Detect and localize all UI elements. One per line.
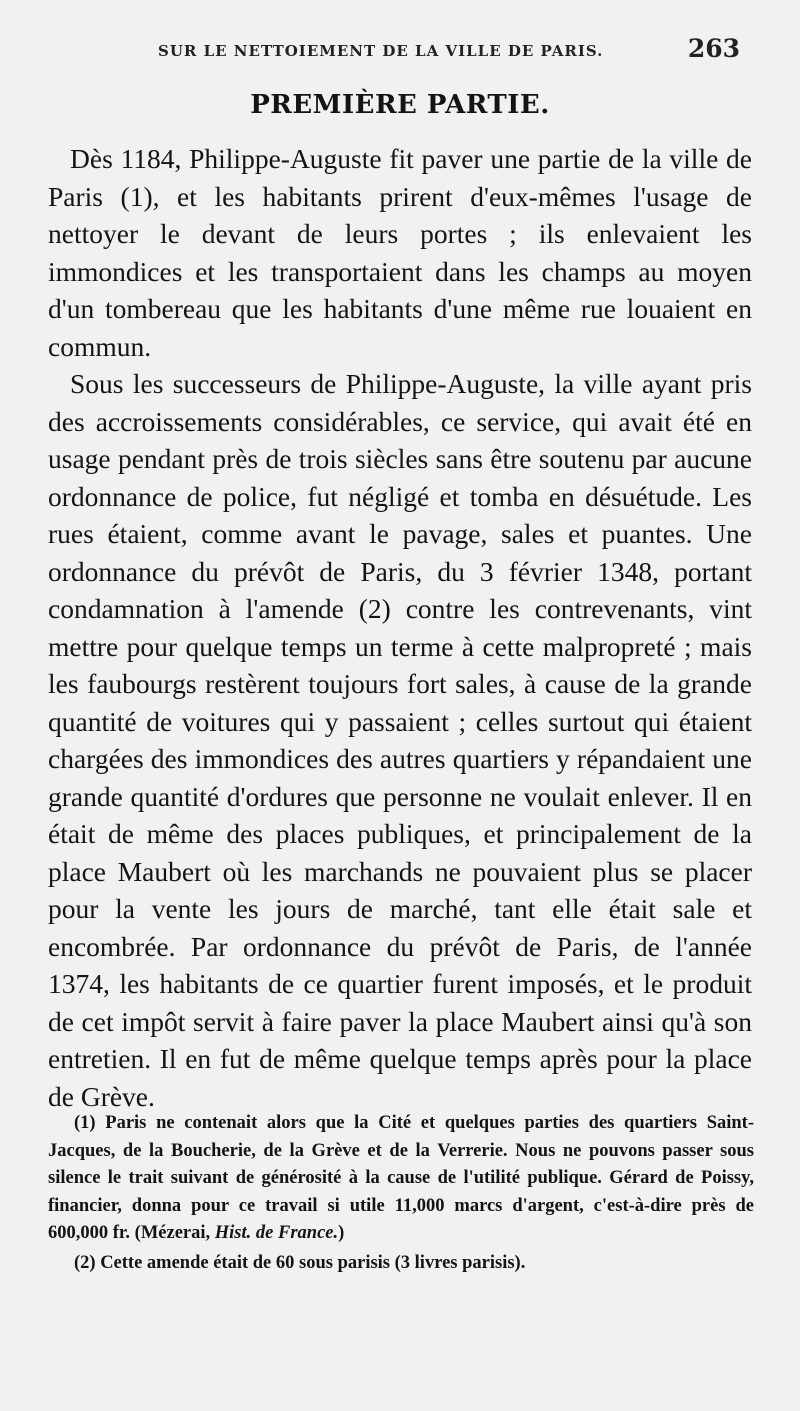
paragraph-1: Dès 1184, Philippe-Auguste fit paver une partie de la ville de Paris (1), et les habitants prirent d'eux-mêmes l'usage de nettoyer le devant de leurs portes ; ils enlevaient les immondices et les transportaient dans les champs au moyen d'un tombereau que les habitants d'une même rue louaient en commun.	[48, 143, 752, 362]
footnotes	[48, 1110, 754, 1277]
footnote-1-close: )	[338, 1223, 345, 1243]
running-header	[0, 34, 800, 74]
footnote-1-text: (1) Paris ne contenait alors que la Cité et quelques parties des quartiers Saint-Jacques, de la Boucherie, de la Grève et de la Verrerie. Nous ne pouvons passer sous silence le trait suivant de générosité à la cause de l'utilité publique. Gérard de Poissy, financier, donna pour ce travail si utile 11,000 marcs d'argent, c'est-à-dire près de 600,000 fr. (Mézerai,	[48, 1113, 754, 1243]
page-number: 263	[687, 34, 740, 63]
footnote-2: (2) Cette amende était de 60 sous parisis (3 livres parisis).	[74, 1252, 526, 1273]
footnote-1-citation: Hist. de France.	[214, 1223, 339, 1243]
running-title: SUR LE NETTOIEMENT DE LA VILLE DE PARIS.	[158, 42, 604, 60]
body-text	[48, 140, 752, 1115]
footnote-1	[48, 1110, 754, 1248]
paragraph-2: Sous les successeurs de Philippe-Auguste, la ville ayant pris des accroissements considérables, ce service, qui avait été en usage pendant près de trois siècles sans être soutenu par aucune ordonnance de police, fut négligé et tomba en désuétude. Les rues étaient, comme avant le pavage, sales et puantes. Une ordonnance du prévôt de Paris, du 3 février 1348, portant condamnation à l'amende (2) contre les contrevenants, vint mettre pour quelque temps un terme à cette malpropreté ; mais les faubourgs restèrent toujours fort sales, à cause de la grande quantité de voitures qui y passaient ; celles surtout qui étaient chargées des immondices des autres quartiers y répandaient une grande quantité d'ordures que personne ne voulait enlever. Il en était de même des places publiques, et principalement de la place Maubert où les marchands ne pouvaient plus se placer pour la vente les jours de marché, tant elle était sale et encombrée. Par ordonnance du prévôt de Paris, de l'année 1374, les habitants de ce quartier furent imposés, et le produit de cet impôt servit à faire paver la place Maubert ainsi qu'à son entretien. Il en fut de même quelque temps après pour la place de Grève.	[48, 368, 752, 1112]
section-title: PREMIÈRE PARTIE.	[250, 90, 550, 120]
